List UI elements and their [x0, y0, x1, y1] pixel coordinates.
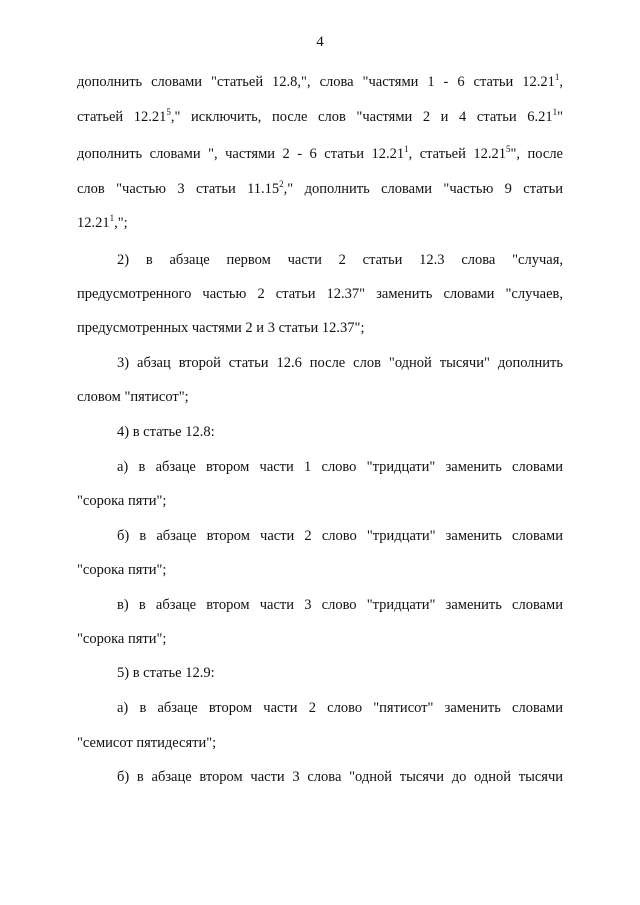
text-line: "сорока пяти"; [77, 562, 167, 578]
text-fragment: ," дополнить словами "частью 9 статьи [283, 181, 563, 197]
superscript: 5 [505, 144, 511, 154]
text-line: предусмотренных частями 2 и 3 статьи 12.37"; [77, 320, 365, 336]
text-line [77, 107, 563, 127]
text-line: предусмотренного частью 2 статьи 12.37" заменить словами "случаев, [77, 286, 563, 302]
text-line: а) в абзаце втором части 1 слово "тридцати" заменить словами [117, 459, 563, 475]
text-line [77, 144, 563, 164]
text-line: 4) в статье 12.8: [117, 424, 215, 440]
superscript: 5 [166, 107, 171, 117]
text-line: "сорока пяти"; [77, 493, 167, 509]
text-line [77, 179, 563, 199]
text-line [77, 213, 563, 233]
text-line: в) в абзаце втором части 3 слово "тридцати" заменить словами [117, 597, 563, 613]
page-number: 4 [316, 34, 324, 50]
text-line: "семисот пятидесяти"; [77, 735, 217, 751]
text-line: 3) абзац второй статьи 12.6 после слов "одной тысячи" дополнить [117, 355, 563, 371]
text-line: словом "пятисот"; [77, 389, 189, 405]
text-fragment: 12.21 [77, 215, 110, 231]
text-line: б) в абзаце втором части 3 слова "одной тысячи до одной тысячи [117, 769, 563, 785]
superscript: 1 [554, 72, 560, 82]
text-fragment: дополнить словами ", частями 2 - 6 статьи 12.21 [77, 146, 405, 162]
text-fragment: ," исключить, после слов "частями 2 и 4 статьи 6.21 [170, 109, 553, 125]
superscript: 1 [552, 107, 558, 117]
text-line: 2) в абзаце первом части 2 статьи 12.3 слова "случая, [117, 252, 563, 268]
text-fragment: , статьей 12.21 [408, 146, 506, 162]
text-fragment: , [559, 74, 563, 90]
superscript: 1 [109, 213, 115, 223]
text-fragment: ,"; [114, 215, 128, 231]
text-line: б) в абзаце втором части 2 слово "тридцати" заменить словами [117, 528, 563, 544]
text-fragment: слов "частью 3 статьи 11.15 [77, 181, 280, 197]
text-line [77, 72, 563, 92]
text-line: а) в абзаце втором части 2 слово "пятисот" заменить словами [117, 700, 563, 716]
text-fragment: ", после [510, 146, 563, 162]
superscript: 2 [279, 179, 284, 189]
text-fragment: " [557, 109, 563, 125]
text-line: 5) в статье 12.9: [117, 665, 215, 681]
text-fragment: статьей 12.21 [77, 109, 167, 125]
text-fragment: дополнить словами "статьей 12.8,", слова "частями 1 - 6 статьи 12.21 [77, 74, 555, 90]
text-line: "сорока пяти"; [77, 631, 167, 647]
superscript: 1 [404, 144, 409, 154]
